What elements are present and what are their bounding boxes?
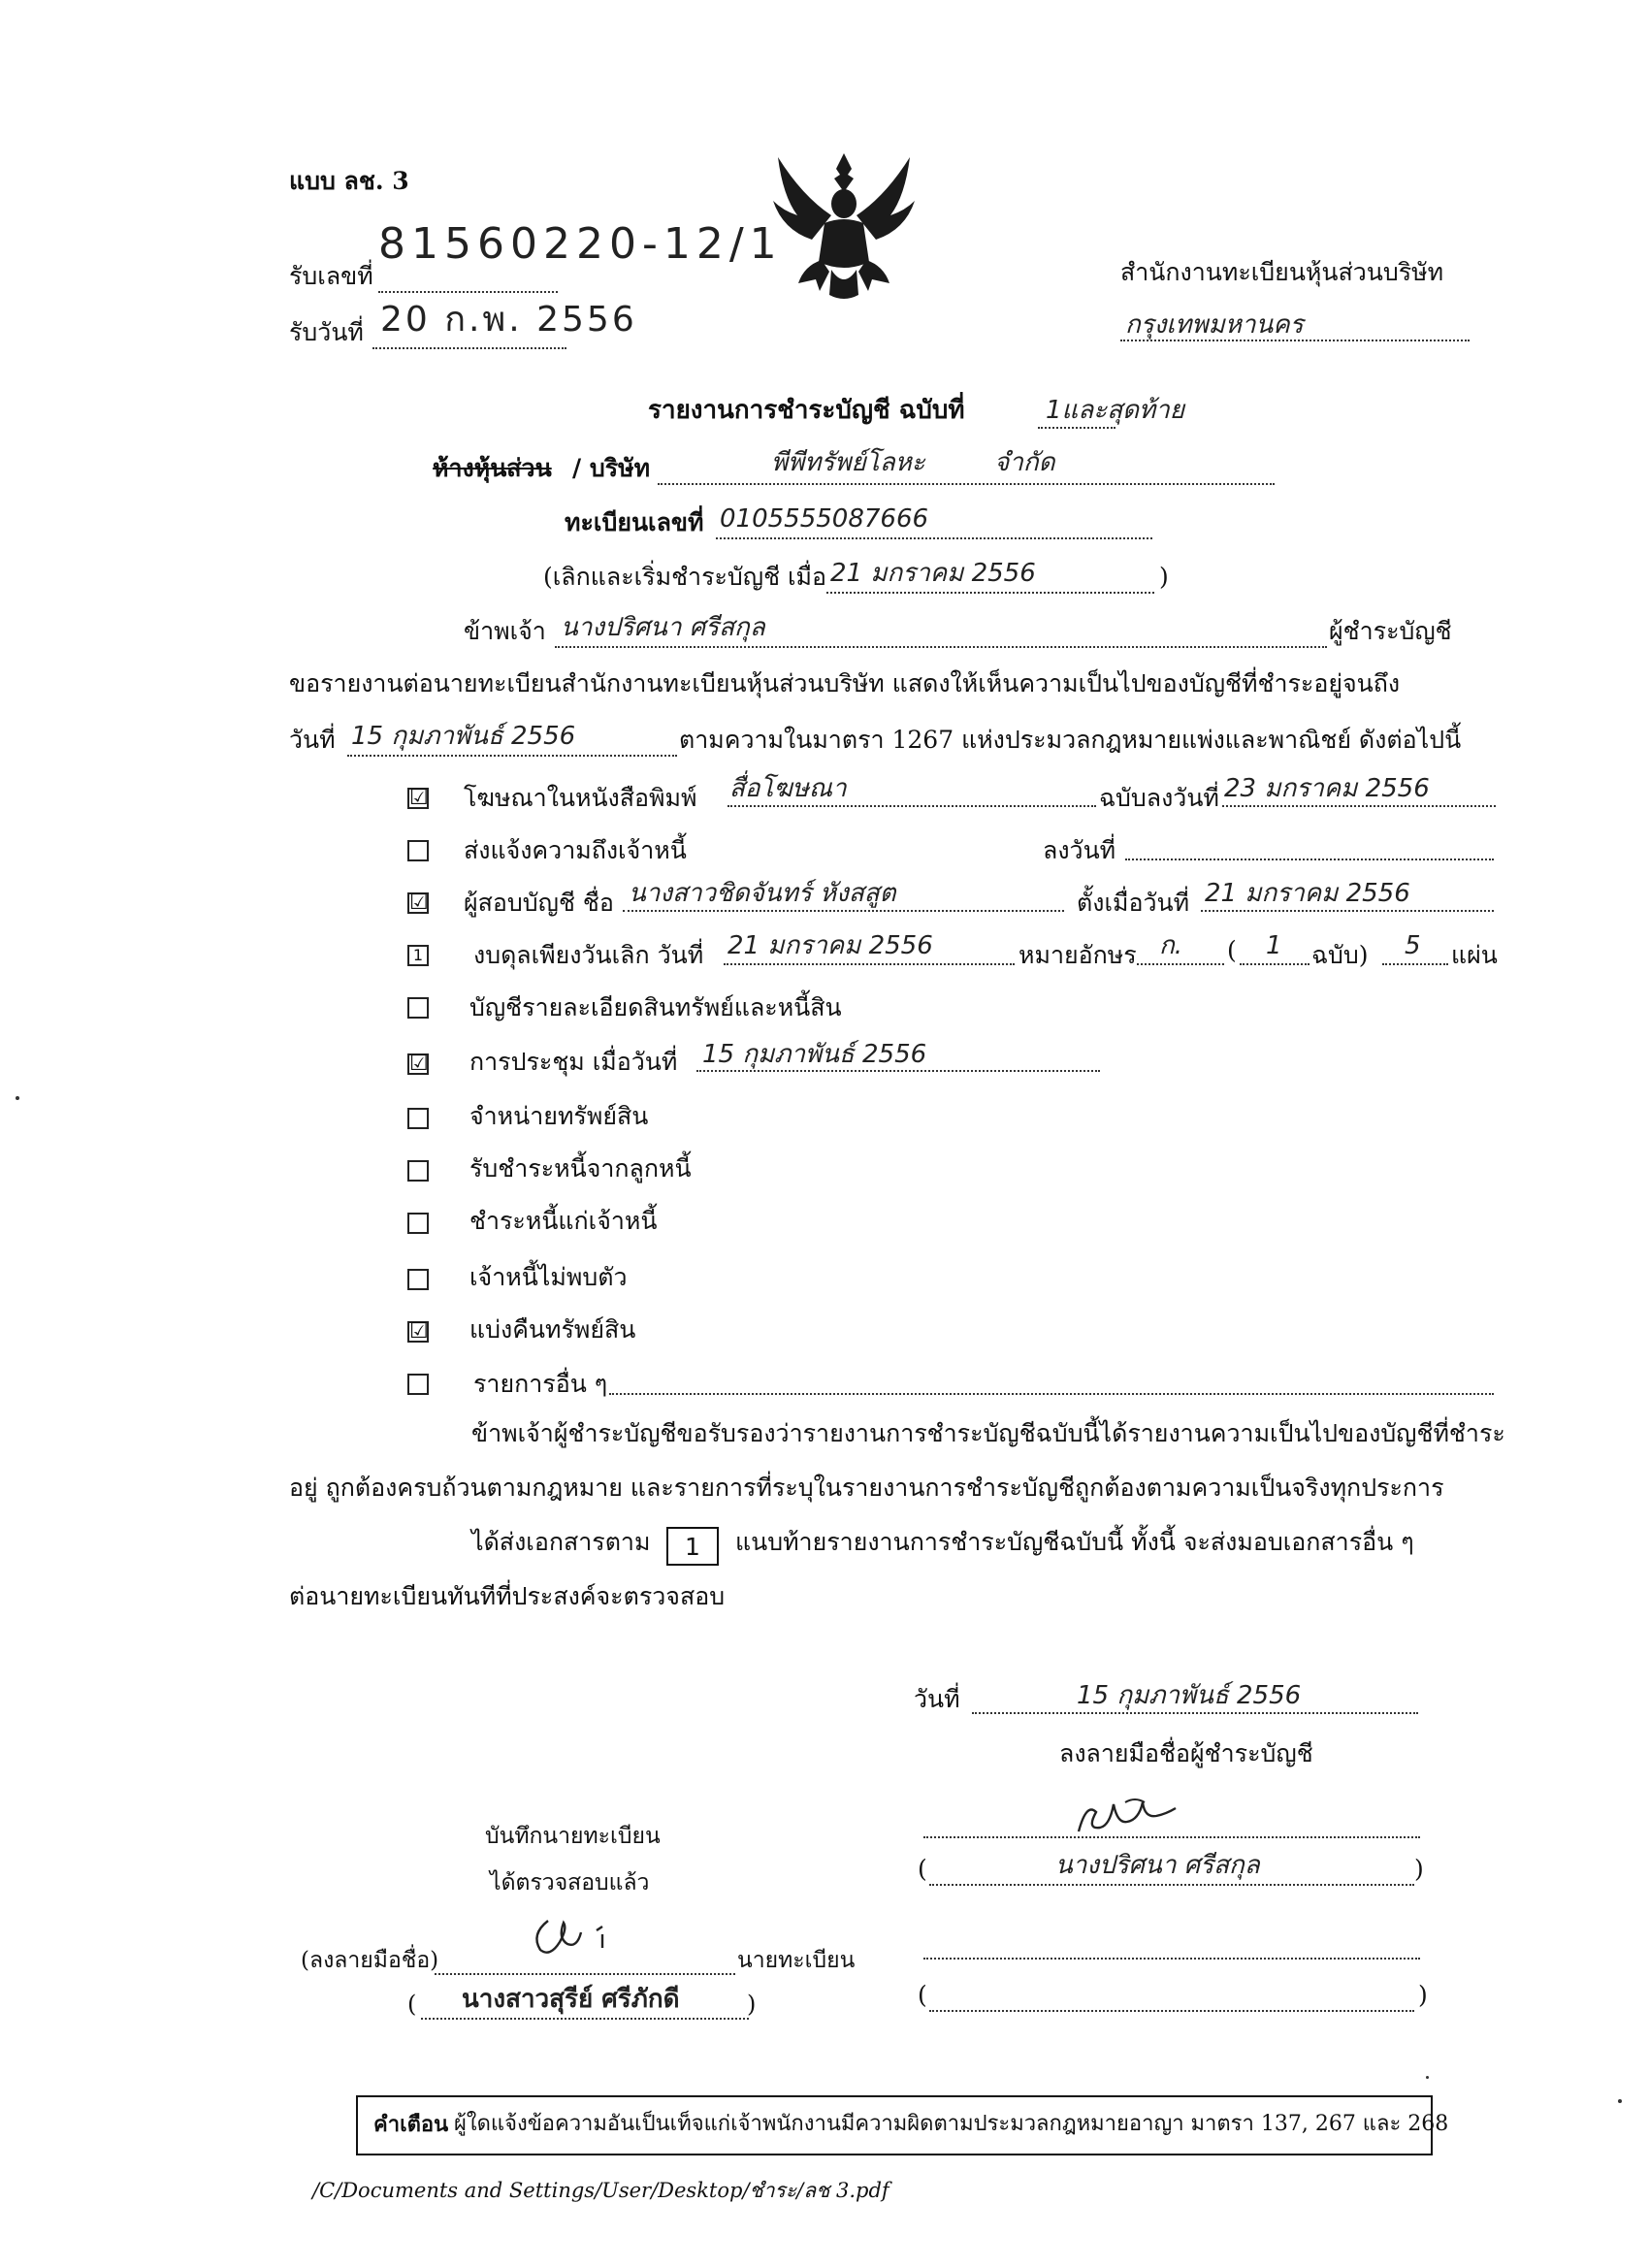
- report-title: รายงานการชำระบัญชี ฉบับที่: [648, 396, 965, 425]
- sign-caption: ลงลายมือชื่อผู้ชำระบัญชี: [1059, 1739, 1313, 1767]
- dissolve-date: 21 มกราคม 2556: [830, 559, 1036, 588]
- receipt-date: 20 ก.พ. 2556: [380, 300, 637, 340]
- checkbox-balance-sheet[interactable]: 1: [407, 945, 429, 966]
- garuda-emblem-icon: [761, 146, 926, 310]
- liquidator-prefix: ข้าพเจ้า: [464, 617, 546, 645]
- checkbox-newspaper[interactable]: ☑: [409, 786, 429, 810]
- checkbox-asset-sale[interactable]: [407, 1108, 429, 1129]
- checkbox-other[interactable]: [407, 1374, 429, 1395]
- checkbox-debt-pay[interactable]: [407, 1213, 429, 1234]
- certify-line-2: อยู่ ถูกต้องครบถ้วนตามกฎหมาย และรายการที่ระบุในรายงานการชำระบัญชีถูกต้องตามความเป็นจริงทุกประการ: [289, 1474, 1444, 1502]
- checkbox-asset-return[interactable]: ☑: [409, 1319, 429, 1344]
- report-number: 1และสุดท้าย: [1046, 396, 1184, 425]
- office-label: สำนักงานทะเบียนหุ้นส่วนบริษัท: [1120, 258, 1444, 286]
- registrar-signature-icon: [519, 1911, 626, 1969]
- warning-text: ผู้ใดแจ้งข้อความอันเป็นเท็จแก่เจ้าพนักงานมีความผิดตามประมวลกฎหมายอาญา มาตรา 137, 267 และ 268: [454, 2112, 1449, 2136]
- certify-line-1: ข้าพเจ้าผู้ชำระบัญชีขอรับรองว่ารายงานการชำระบัญชีฉบับนี้ได้รายงานความเป็นไปของบัญชีที่ชำระ: [471, 1419, 1505, 1447]
- sign-date: 15 กุมภาพันธ์ 2556: [1077, 1681, 1302, 1710]
- registrar-name: นางสาวสุรีย์ ศรีภักดี: [462, 1985, 680, 2014]
- office-location: กรุงเทพมหานคร: [1125, 310, 1304, 340]
- company-type-struck: ห้างหุ้นส่วน: [433, 454, 552, 482]
- report-date: 15 กุมภาพันธ์ 2556: [351, 722, 576, 751]
- registrar-role: นายทะเบียน: [737, 1948, 856, 1973]
- report-line-2: ตามความในมาตรา 1267 แห่งประมวลกฎหมายแพ่งและพาณิชย์ ดังต่อไปนี้: [679, 726, 1462, 754]
- registrar-note: บันทึกนายทะเบียน: [485, 1824, 661, 1849]
- attach-text: แนบท้ายรายงานการชำระบัญชีฉบับนี้ ทั้งนี้ จะส่งมอบเอกสารอื่น ๆ: [735, 1528, 1414, 1556]
- report-line-1: ขอรายงานต่อนายทะเบียนสำนักงานทะเบียนหุ้นส่วนบริษัท แสดงให้เห็นความเป็นไปของบัญชีที่ชำระอยู่จนถึง: [289, 669, 1401, 697]
- checkbox-creditor-notice[interactable]: [407, 840, 429, 861]
- registrar-sign-label: (ลงลายมือชื่อ): [301, 1948, 439, 1973]
- checkbox-auditor[interactable]: ☑: [409, 891, 429, 915]
- reg-number: 0105555087666: [720, 504, 929, 534]
- company-name: พีพีทรัพย์โลหะ: [771, 448, 925, 477]
- liquidator-printed-name: นางปริศนา ศรีสกุล: [1055, 1851, 1260, 1880]
- form-code: แบบ ลช. 3: [289, 167, 409, 195]
- warning-label: คำเตือน: [373, 2112, 449, 2137]
- checkbox-meeting[interactable]: ☑: [409, 1052, 429, 1076]
- company-type: / บริษัท: [572, 454, 651, 482]
- receipt-date-label: รับวันที่: [289, 318, 364, 346]
- file-path: /C/Documents and Settings/User/Desktop/ชำระ/ลช 3.pdf: [312, 2179, 889, 2202]
- dissolve-label: (เลิกและเริ่มชำระบัญชี เมื่อ: [543, 563, 827, 591]
- checkbox-creditor-missing[interactable]: [407, 1269, 429, 1290]
- reg-label: ทะเบียนเลขที่: [565, 508, 704, 536]
- checkbox-debt-receive[interactable]: [407, 1160, 429, 1182]
- attachment-count-box: 1: [666, 1527, 719, 1566]
- attach-line-2: ต่อนายทะเบียนทันทีที่ประสงค์จะตรวจสอบ: [289, 1582, 726, 1610]
- receipt-number: 81560220-12/1: [378, 219, 783, 269]
- liquidator-name: นางปริศนา ศรีสกุล: [561, 613, 765, 642]
- registrar-checked: ได้ตรวจสอบแล้ว: [490, 1870, 650, 1895]
- receipt-number-label: รับเลขที่: [289, 262, 373, 290]
- checkbox-asset-detail[interactable]: [407, 997, 429, 1019]
- company-suffix: จำกัด: [994, 448, 1055, 477]
- liquidator-role: ผู้ชำระบัญชี: [1329, 617, 1452, 645]
